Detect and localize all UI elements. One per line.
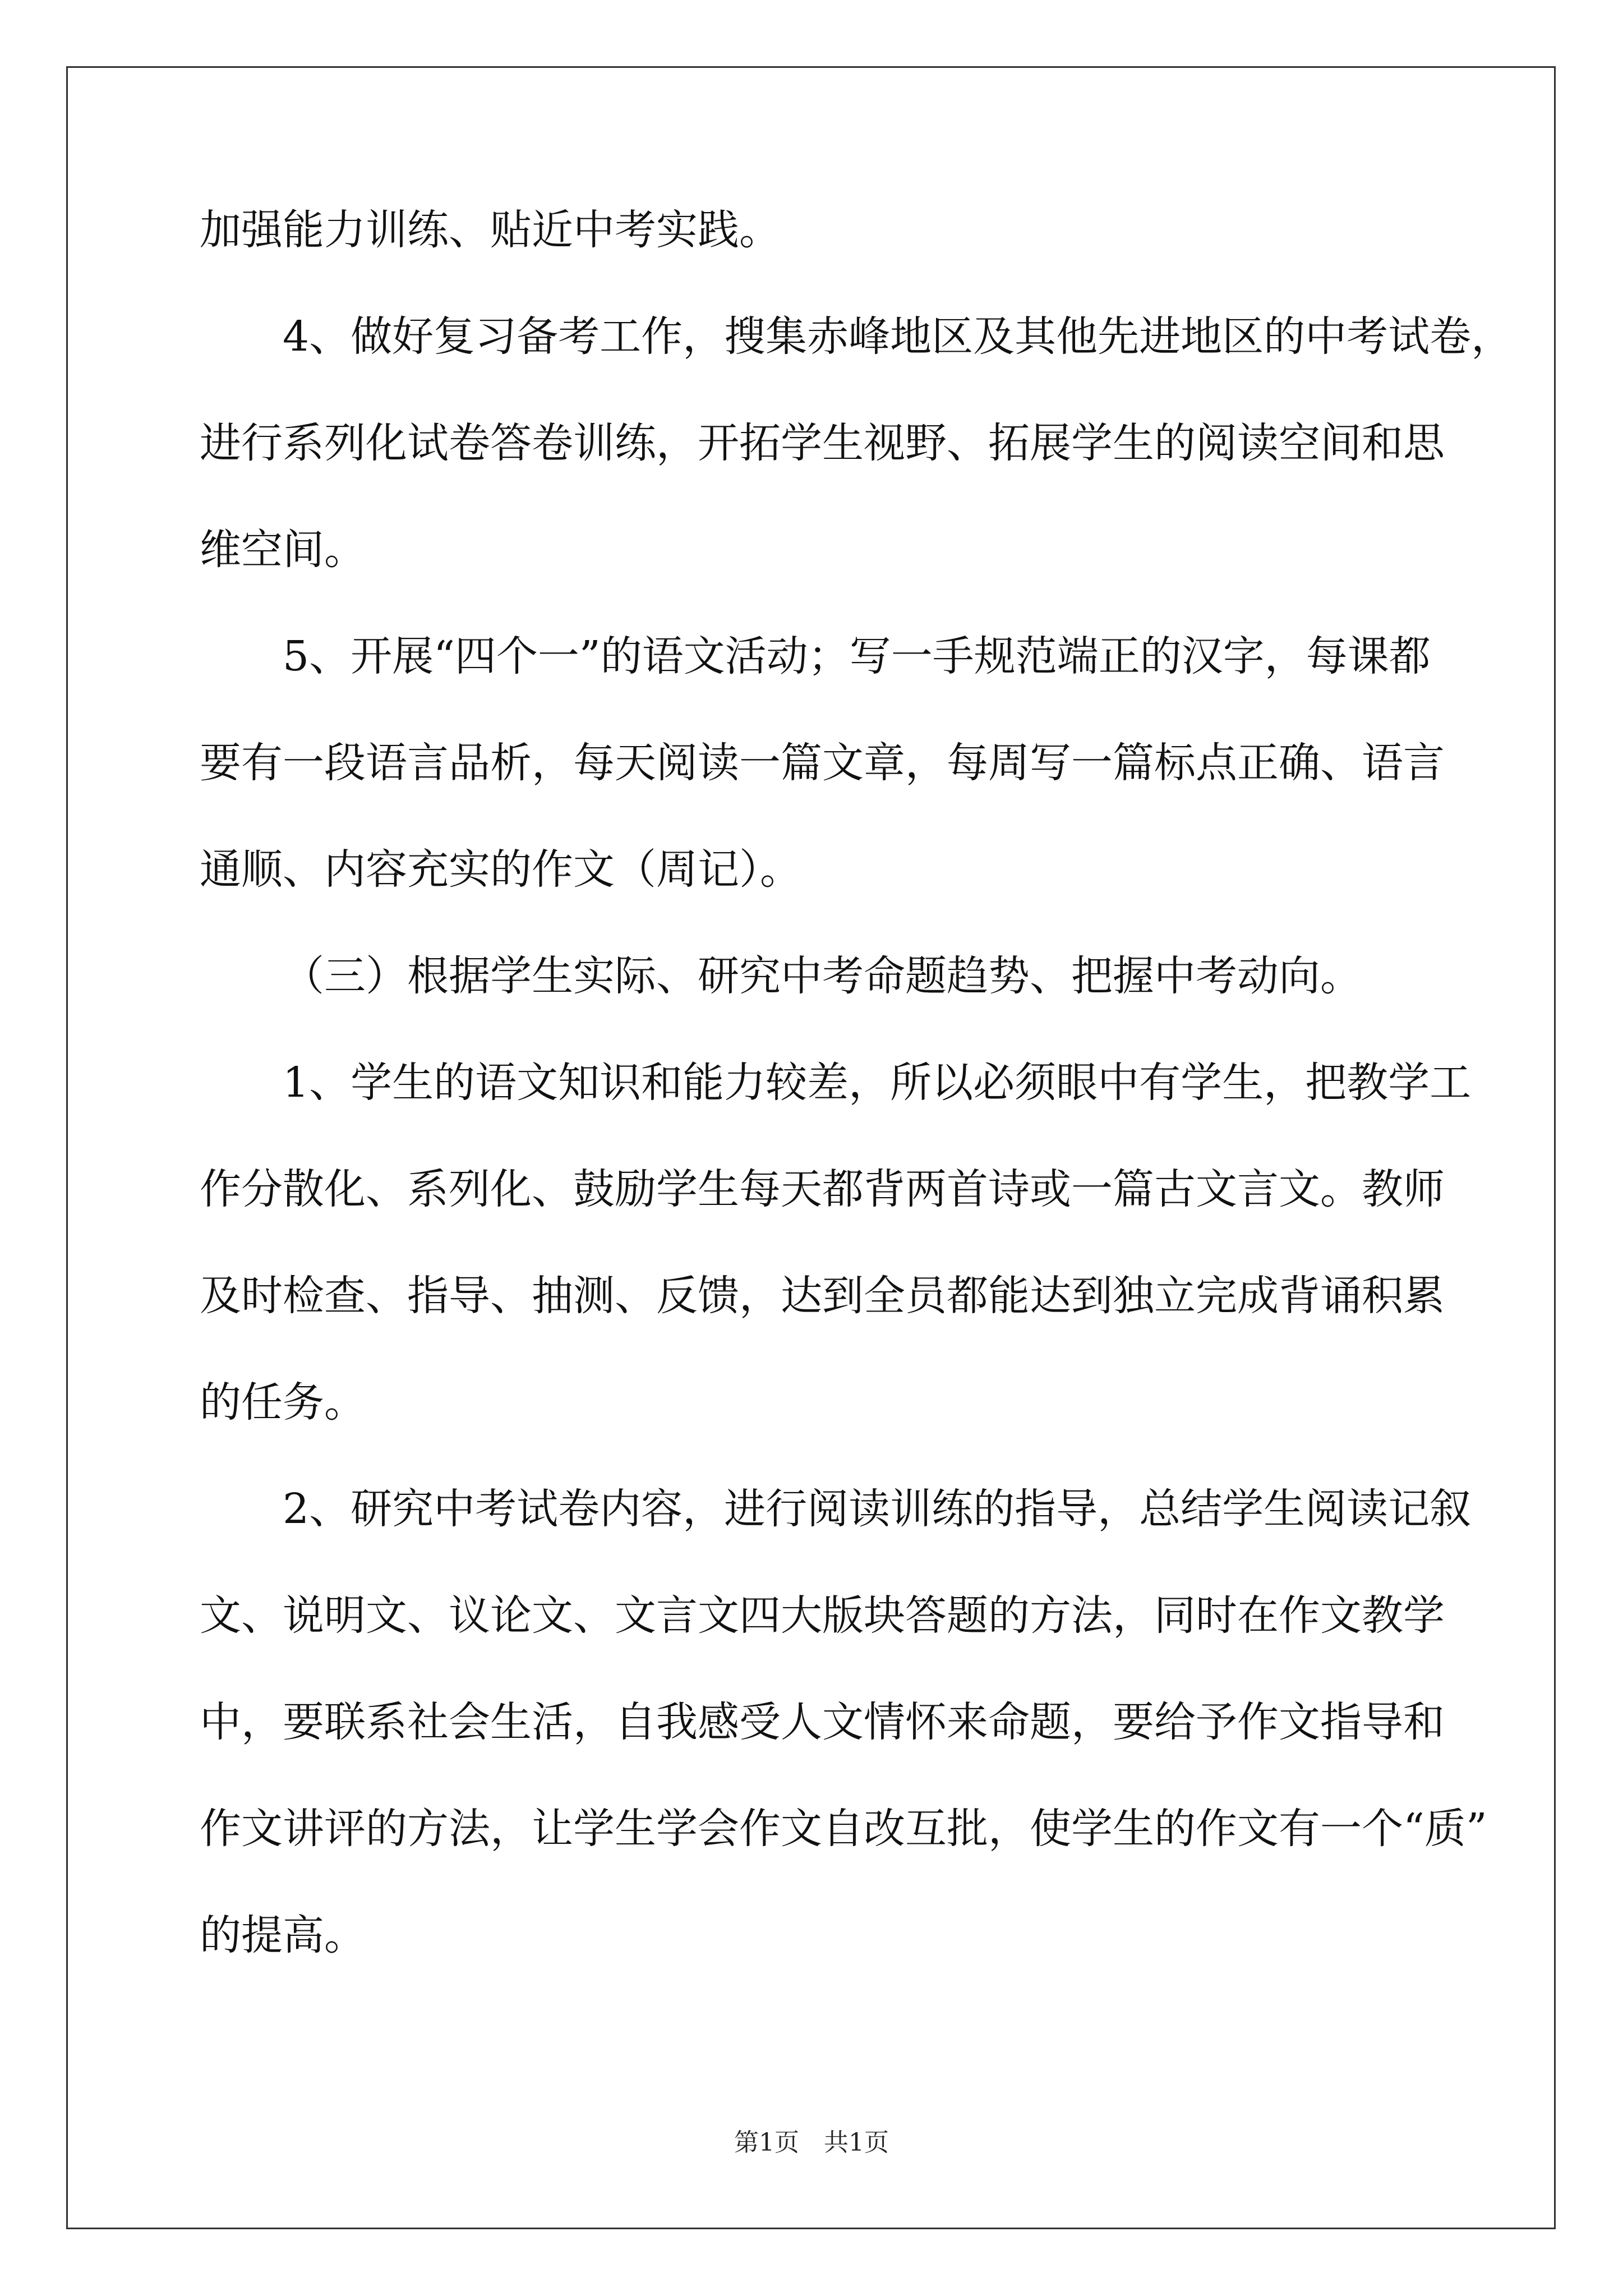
paragraph-line: 1、学生的语文知识和能力较差，所以必须眼中有学生，把教学工 bbox=[283, 1059, 1472, 1107]
paragraph-line: 文、说明文、议论文、文言文四大版块答题的方法，同时在作文教学 bbox=[200, 1591, 1445, 1640]
page-border bbox=[66, 66, 1556, 2229]
paragraph-line: 作文讲评的方法，让学生学会作文自改互批，使学生的作文有一个“质” bbox=[200, 1805, 1487, 1853]
paragraph-line: 中，要联系社会生活，自我感受人文情怀来命题，要给予作文指导和 bbox=[200, 1698, 1445, 1746]
page-footer: 第1页 共1页 bbox=[734, 2128, 889, 2157]
paragraph-line: 及时检查、指导、抽测、反馈，达到全员都能达到独立完成背诵积累 bbox=[200, 1272, 1445, 1320]
paragraph-line: 维空间。 bbox=[200, 526, 366, 574]
paragraph-line: 加强能力训练、贴近中考实践。 bbox=[200, 206, 781, 254]
paragraph-line: 5、开展“四个一”的语文活动；写一手规范端正的汉字，每课都 bbox=[283, 632, 1431, 680]
paragraph-line: 的提高。 bbox=[200, 1911, 366, 1959]
paragraph-line: 要有一段语言品析，每天阅读一篇文章，每周写一篇标点正确、语言 bbox=[200, 739, 1445, 787]
paragraph-line: （三）根据学生实际、研究中考命题趋势、把握中考动向。 bbox=[283, 952, 1362, 1000]
paragraph-line: 2、研究中考试卷内容，进行阅读训练的指导，总结学生阅读记叙 bbox=[283, 1485, 1472, 1533]
paragraph-line: 4、做好复习备考工作，搜集赤峰地区及其他先进地区的中考试卷， bbox=[283, 312, 1513, 361]
paragraph-line: 的任务。 bbox=[200, 1378, 366, 1427]
paragraph-line: 进行系列化试卷答卷训练，开拓学生视野、拓展学生的阅读空间和思 bbox=[200, 419, 1445, 467]
paragraph-line: 通顺、内容充实的作文（周记）。 bbox=[200, 845, 801, 894]
paragraph-line: 作分散化、系列化、鼓励学生每天都背两首诗或一篇古文言文。教师 bbox=[200, 1165, 1445, 1213]
